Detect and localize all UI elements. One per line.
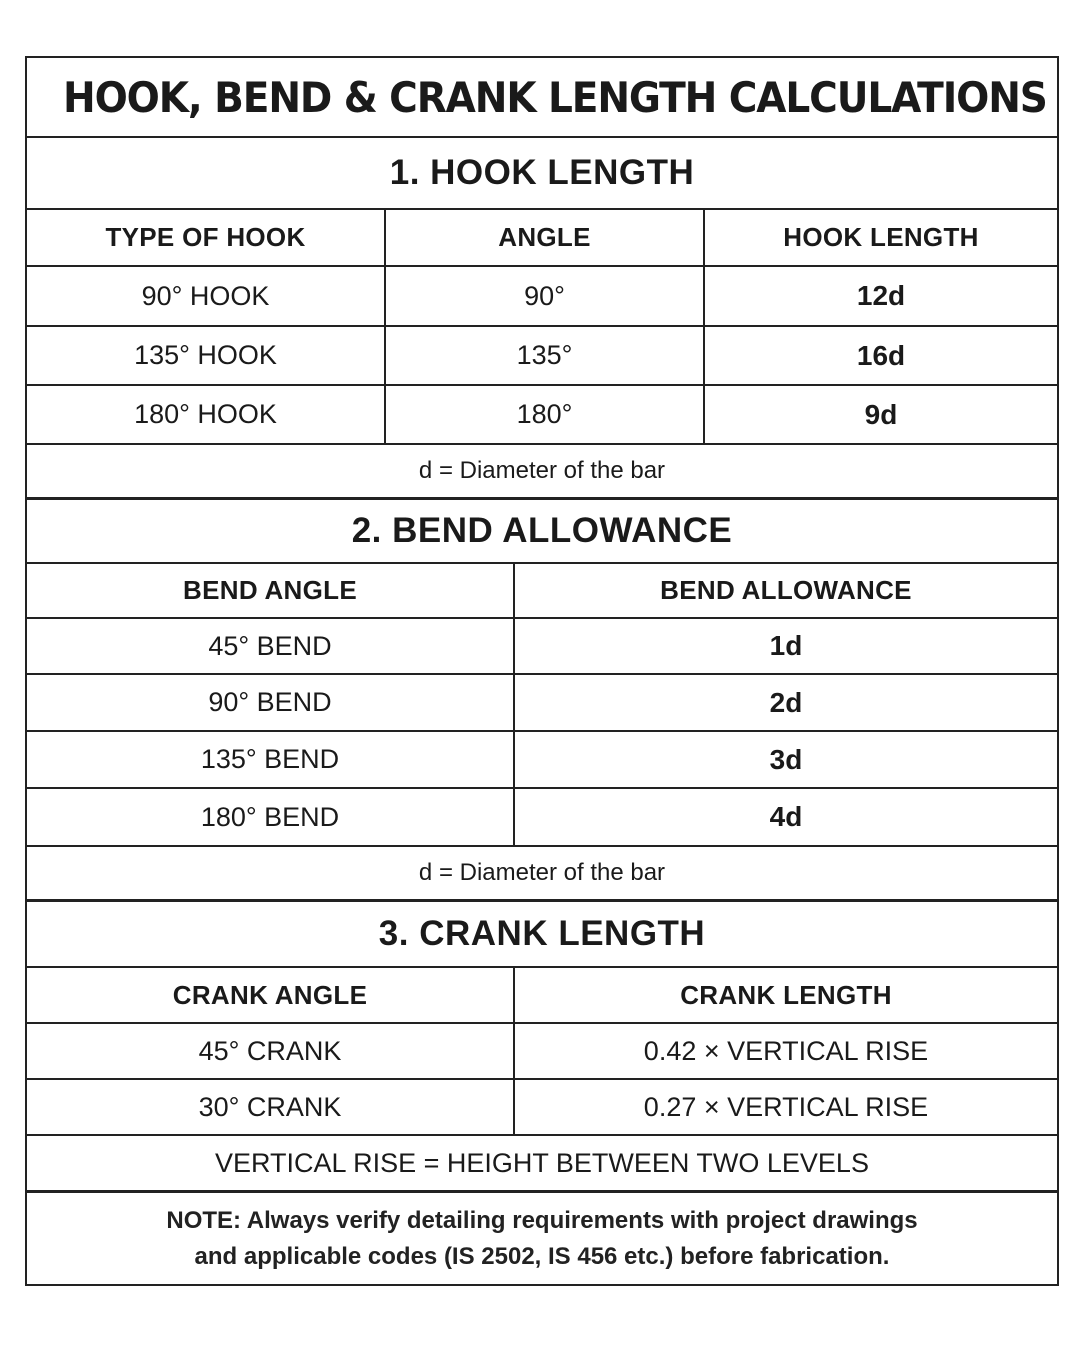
bend-angle-cell: 45° BEND bbox=[208, 630, 332, 661]
bend-allowance-cell: 4d bbox=[769, 801, 803, 832]
bend-angle-cell: 135° BEND bbox=[200, 744, 340, 774]
hook-angle-cell: 90° bbox=[524, 280, 565, 311]
hook-type-cell: 180° HOOK bbox=[134, 399, 277, 429]
bend-angle-cell: 90° BEND bbox=[208, 687, 332, 717]
crank-table-header bbox=[27, 968, 1057, 1022]
hook-header-length: HOOK LENGTH bbox=[783, 222, 979, 252]
table-row bbox=[27, 1080, 1057, 1134]
bend-allowance-cell: 1d bbox=[769, 630, 803, 661]
bend-section-title-row bbox=[27, 500, 1057, 562]
bend-allowance-cell: 3d bbox=[769, 743, 803, 775]
crank-section-title: 3. CRANK LENGTH bbox=[378, 914, 706, 953]
bend-header-angle: BEND ANGLE bbox=[183, 575, 357, 605]
hook-header-type: TYPE OF HOOK bbox=[105, 222, 306, 252]
hook-footnote: d = Diameter of the bar bbox=[418, 457, 666, 484]
crank-footnote: VERTICAL RISE = HEIGHT BETWEEN TWO LEVELS bbox=[215, 1147, 869, 1178]
hook-length-cell: 9d bbox=[864, 398, 898, 430]
hook-footnote-row bbox=[27, 445, 1057, 497]
bend-allowance-cell: 2d bbox=[769, 686, 803, 718]
note-line-1: NOTE: Always verify detailing requirements with project drawings bbox=[166, 1206, 918, 1234]
crank-angle-cell: 45° CRANK bbox=[198, 1035, 342, 1066]
hook-section-title-row bbox=[27, 138, 1057, 208]
hook-section-title: 1. HOOK LENGTH bbox=[389, 153, 695, 192]
fabrication-note bbox=[166, 1203, 917, 1275]
page-title: HOOK, BEND & CRANK LENGTH CALCULATIONS bbox=[63, 72, 1047, 122]
note-line-2: and applicable codes (IS 2502, IS 456 etc.) before fabrication. bbox=[194, 1242, 890, 1270]
hook-angle-cell: 180° bbox=[516, 399, 573, 429]
bend-header-allowance: BEND ALLOWANCE bbox=[660, 575, 912, 605]
hook-header-angle: ANGLE bbox=[498, 222, 591, 252]
crank-header-length: CRANK LENGTH bbox=[680, 979, 892, 1010]
crank-length-cell: 0.42 × VERTICAL RISE bbox=[643, 1035, 929, 1066]
bend-section-title: 2. BEND ALLOWANCE bbox=[351, 511, 733, 550]
bend-angle-cell: 180° BEND bbox=[200, 801, 340, 832]
hook-type-cell: 90° HOOK bbox=[141, 280, 270, 311]
bend-footnote-row bbox=[27, 847, 1057, 899]
hook-angle-cell: 135° bbox=[516, 340, 573, 370]
table-row bbox=[27, 732, 1057, 787]
title-row bbox=[27, 58, 1057, 136]
crank-section-title-row bbox=[27, 902, 1057, 966]
table-row bbox=[27, 267, 1057, 325]
calculation-sheet bbox=[25, 56, 1059, 1286]
hook-type-cell: 135° HOOK bbox=[134, 340, 277, 370]
table-row bbox=[27, 327, 1057, 384]
crank-angle-cell: 30° CRANK bbox=[198, 1091, 342, 1122]
crank-footnote-row bbox=[27, 1136, 1057, 1190]
hook-table-header bbox=[27, 210, 1057, 265]
note-row bbox=[27, 1193, 1057, 1284]
hook-length-cell: 16d bbox=[856, 339, 906, 371]
crank-length-cell: 0.27 × VERTICAL RISE bbox=[643, 1091, 929, 1122]
bend-table-header bbox=[27, 564, 1057, 617]
crank-header-angle: CRANK ANGLE bbox=[172, 979, 368, 1010]
table-row bbox=[27, 1024, 1057, 1078]
table-row bbox=[27, 789, 1057, 845]
table-row bbox=[27, 675, 1057, 730]
table-row bbox=[27, 619, 1057, 673]
hook-length-cell: 12d bbox=[856, 280, 906, 311]
table-row bbox=[27, 386, 1057, 443]
bend-footnote: d = Diameter of the bar bbox=[418, 859, 666, 886]
